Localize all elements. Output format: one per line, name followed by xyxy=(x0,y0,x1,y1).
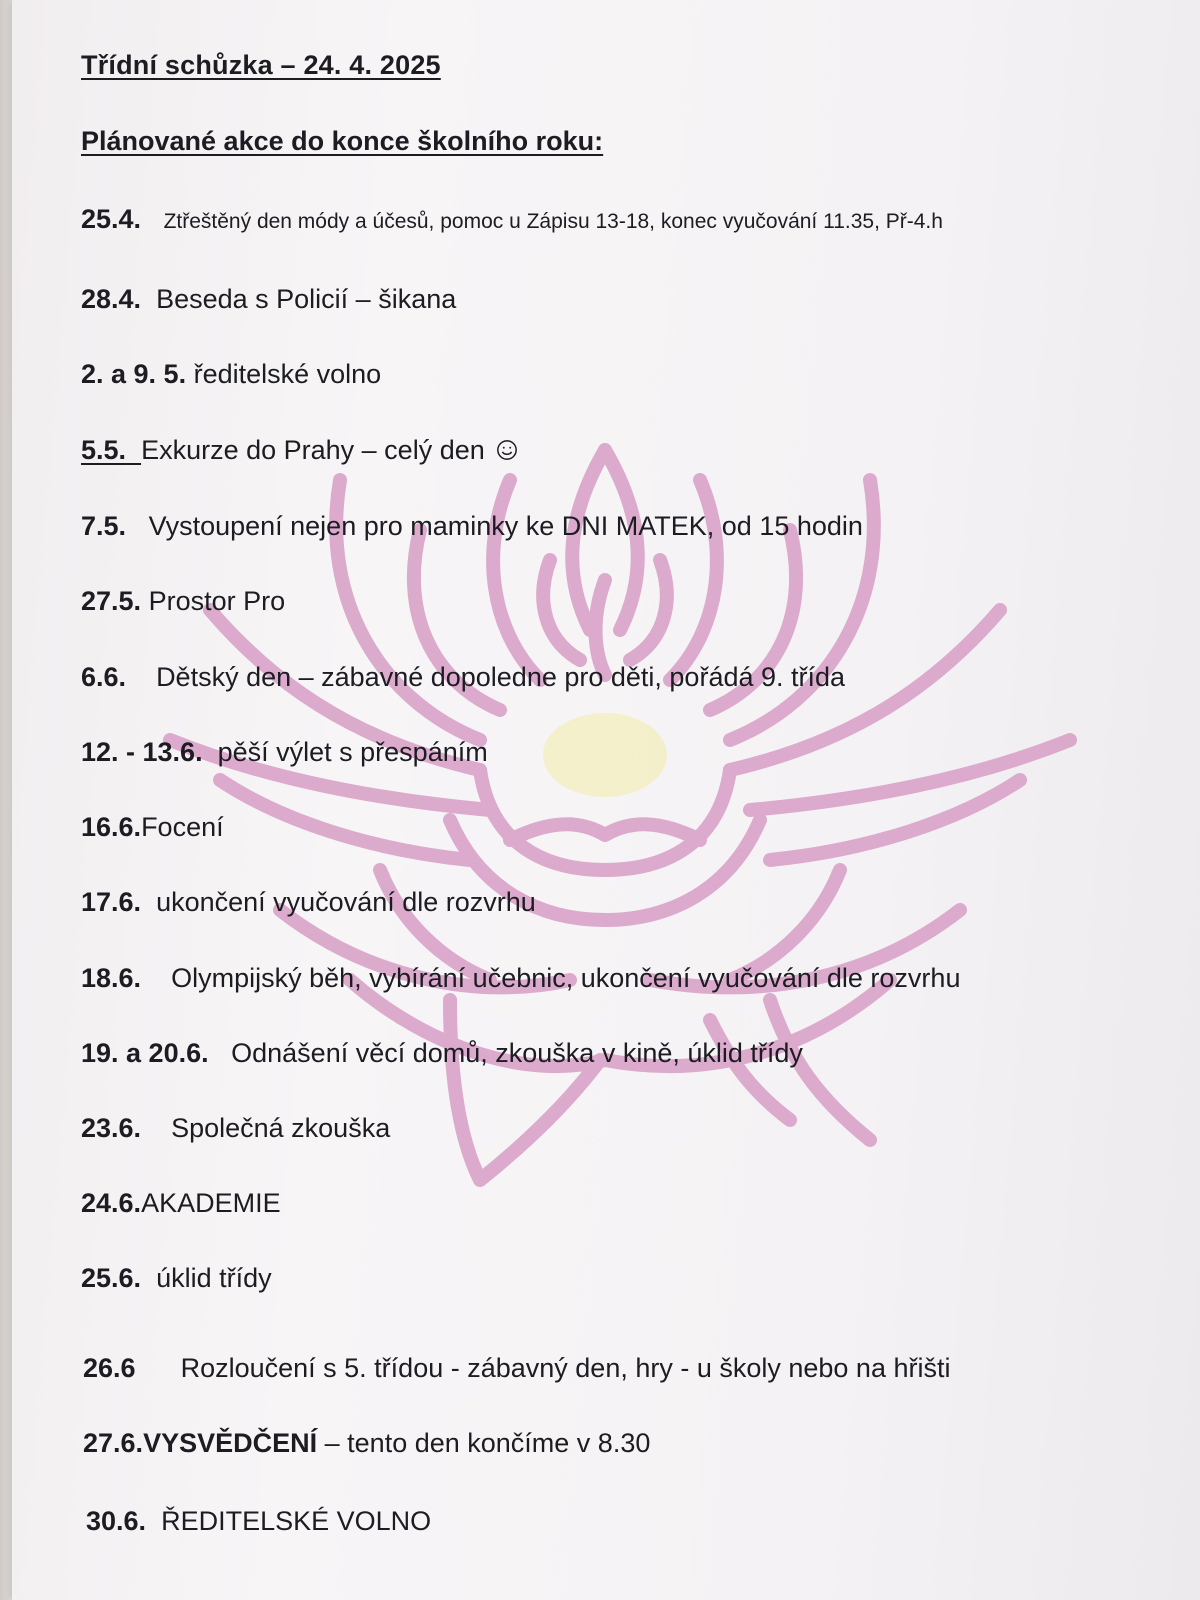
list-item xyxy=(81,1112,390,1144)
page-title: Třídní schůzka – 24. 4. 2025 xyxy=(81,50,441,80)
list-item xyxy=(86,1505,431,1537)
event-date: 30.6. xyxy=(86,1506,147,1536)
event-date: 23.6. xyxy=(81,1113,142,1143)
list-item xyxy=(81,585,285,617)
event-description: Focení xyxy=(141,812,224,842)
event-date: 2. a 9. 5. xyxy=(81,359,187,389)
list-item xyxy=(81,203,943,238)
section-heading: Plánované akce do konce školního roku: xyxy=(81,126,604,156)
background-strip xyxy=(0,0,12,1600)
event-description: ukončení vyučování dle rozvrhu xyxy=(156,887,536,917)
list-item xyxy=(81,962,960,994)
event-description: Vystoupení nejen pro maminky ke DNI MATEK, od 15 hodin xyxy=(148,511,863,541)
list-item xyxy=(81,1037,803,1069)
event-description: Prostor Pro xyxy=(148,586,286,616)
event-description: Ztřeštěný den módy a účesů, pomoc u Zápisu 13-18, konec vyučování 11.35, Př-4.h xyxy=(163,210,943,233)
event-description: pěší výlet s přespáním xyxy=(217,737,488,767)
event-description: Společná zkouška xyxy=(171,1113,391,1143)
event-date: 18.6. xyxy=(81,963,142,993)
event-description: Beseda s Policií – šikana xyxy=(156,284,457,314)
list-item xyxy=(81,886,536,918)
event-description: úklid třídy xyxy=(156,1263,272,1293)
event-date: 19. a 20.6. xyxy=(81,1038,209,1068)
list-item xyxy=(81,736,488,768)
event-description: ŘEDITELSKÉ VOLNO xyxy=(161,1506,432,1536)
event-date: 17.6. xyxy=(81,887,142,917)
event-date: 26.6 xyxy=(83,1353,136,1383)
list-item xyxy=(81,661,845,693)
event-date: 27.5. xyxy=(81,586,142,616)
event-date: 6.6. xyxy=(81,662,127,692)
event-date: 25.4. xyxy=(81,204,142,234)
list-item xyxy=(81,811,224,843)
list-item xyxy=(81,283,456,315)
event-date: 24.6. xyxy=(81,1188,142,1218)
event-description: AKADEMIE xyxy=(141,1188,281,1218)
list-item xyxy=(81,1187,281,1219)
event-description: Exkurze do Prahy – celý den xyxy=(141,435,485,465)
event-description: Rozloučení s 5. třídou - zábavný den, hry - u školy nebo na hřišti xyxy=(180,1353,951,1383)
event-date: 12. - 13.6. xyxy=(81,737,203,767)
event-date: 27.6. xyxy=(83,1428,144,1458)
event-date: 7.5. xyxy=(81,511,127,541)
list-item xyxy=(81,358,381,390)
event-description: – tento den končíme v 8.30 xyxy=(324,1428,651,1458)
event-description: Dětský den – zábavné dopoledne pro děti, pořádá 9. třída xyxy=(156,662,846,692)
event-description: ředitelské volno xyxy=(193,359,382,389)
smiley-icon xyxy=(496,439,518,461)
event-date: 28.4. xyxy=(81,284,142,314)
list-item xyxy=(81,1262,272,1294)
event-description: Odnášení věcí domů, zkouška v kině, úklid třídy xyxy=(231,1038,803,1068)
event-date: 16.6. xyxy=(81,812,142,842)
event-date: 25.6. xyxy=(81,1263,142,1293)
event-date: 5.5. xyxy=(81,435,127,465)
list-item xyxy=(83,1427,650,1459)
event-description-bold: VYSVĚDČENÍ xyxy=(143,1428,318,1458)
event-description: Olympijský běh, vybírání učebnic, ukončení vyučování dle rozvrhu xyxy=(171,963,961,993)
list-item xyxy=(81,510,863,542)
list-item xyxy=(81,434,518,466)
list-item xyxy=(83,1352,950,1384)
